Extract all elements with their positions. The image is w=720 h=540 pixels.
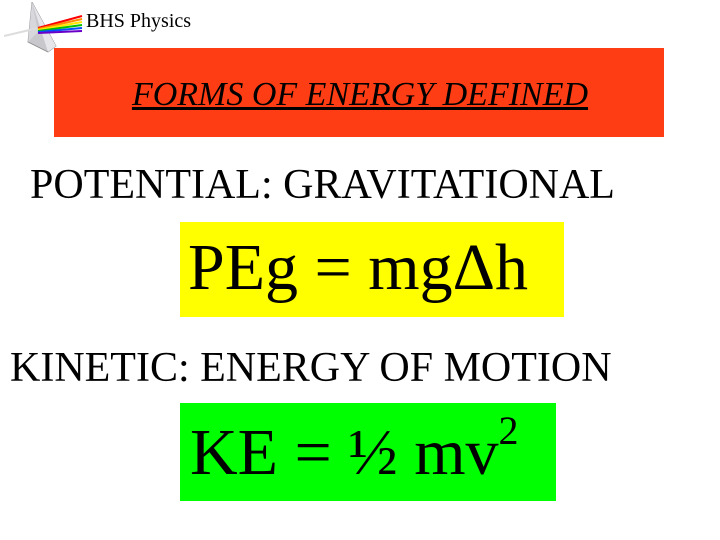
kinetic-energy-formula	[190, 408, 519, 492]
prism-rainbow-icon	[4, 2, 84, 54]
potential-energy-formula: PEg = mgΔh	[188, 231, 529, 304]
kinetic-formula-base: KE = ½ mv	[190, 416, 499, 489]
slide-title: FORMS OF ENERGY DEFINED	[131, 76, 589, 113]
potential-energy-label: POTENTIAL: GRAVITATIONAL	[30, 162, 615, 208]
kinetic-energy-label: KINETIC: ENERGY OF MOTION	[10, 345, 612, 391]
course-header: BHS Physics	[86, 10, 192, 32]
kinetic-formula-exponent: 2	[498, 408, 519, 453]
